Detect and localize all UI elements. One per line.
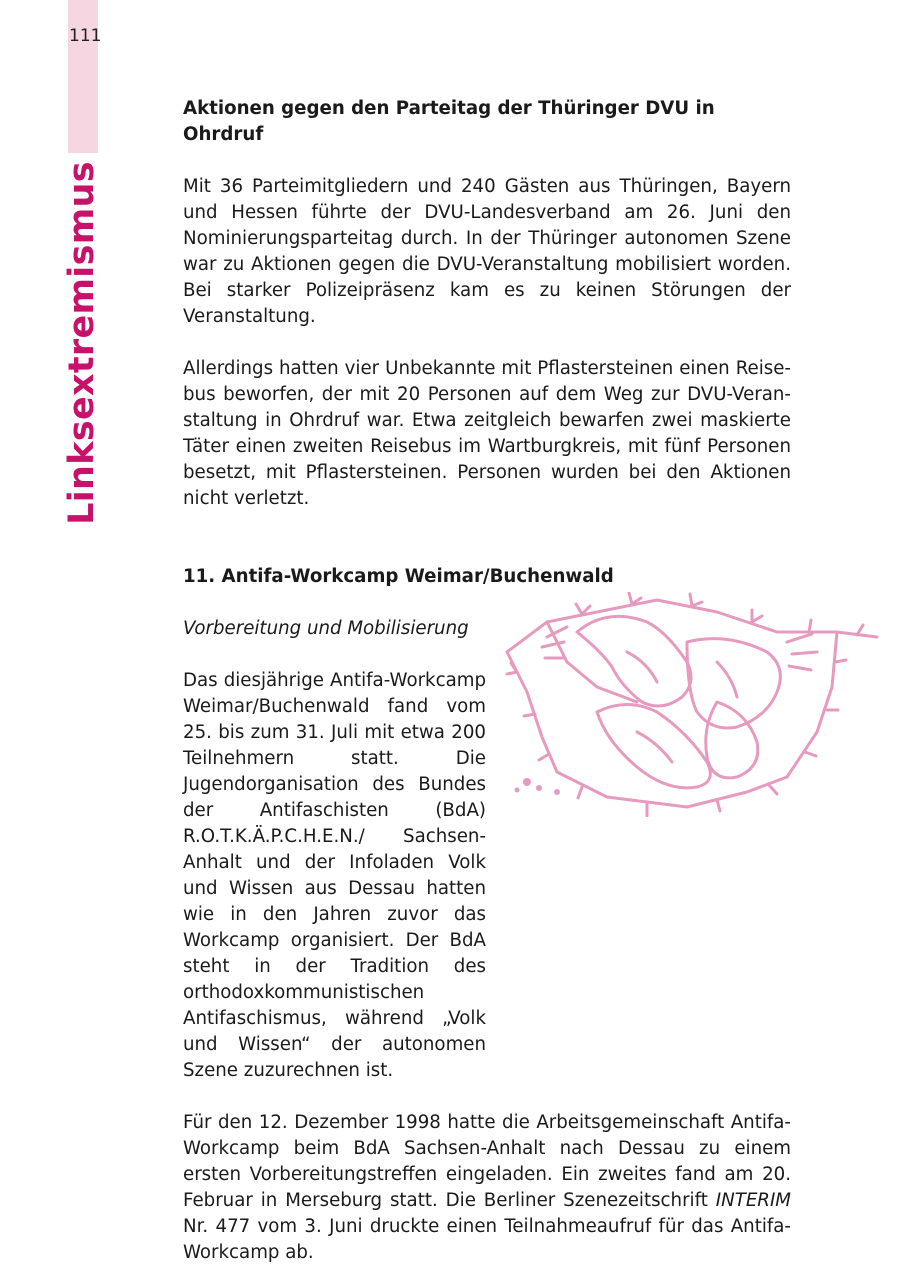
- interim-title: INTERIM: [715, 1190, 791, 1211]
- sidebar-band: [68, 0, 98, 153]
- article1-paragraph1: Mit 36 Parteimitgliedern und 240 Gästen aus Thüringen, Bayern und Hessen führte der DVU-Landesverband am 26. Juni den Nominierungsparteitag durch. In der Thüringer autonomen Szene war zu Aktionen gegen die DVU-Veranstaltung mobilisiert worden. Bei starker Polizeipräsenz kam es zu keinen Störungen der Veranstaltung.: [183, 176, 791, 327]
- article2-subheading: Vorbereitung und Mobilisierung: [183, 618, 469, 639]
- article2-heading: 11. Antifa-Workcamp Weimar/Buchenwald: [183, 566, 614, 587]
- section-label: Linksextremismus: [62, 161, 102, 525]
- barbed-wire-hands-illustration-icon: [487, 592, 882, 817]
- article1-paragraph2: Allerdings hatten vier Unbekannte mit Pflastersteinen einen Reisebus beworfen, der mit 20 Personen auf dem Weg zur DVU-Veranstaltung in Ohrdruf war. Etwa zeitgleich bewarfen zwei maskierte Täter einen zweiten Reisebus im Wartburgkreis, mit fünf Personen besetzt, mit Pflastersteinen. Personen wurden bei den Aktionen nicht verletzt.: [183, 358, 791, 509]
- article2-paragraph2: [183, 1110, 791, 1266]
- page-number: 111: [69, 26, 102, 46]
- article2-paragraph2-part2: Nr. 477 vom 3. Juni druckte einen Teilnahmeaufruf für das Antifa-Workcamp ab.: [183, 1216, 791, 1263]
- article1-heading: Aktionen gegen den Parteitag der Thüringer DVU in Ohrdruf: [183, 98, 715, 145]
- article2-paragraph1: Das diesjährige Antifa-Workcamp Weimar/Buchenwald fand vom 25. bis zum 31. Juli mit etwa 200 Teilnehmern statt. Die Jugendorganisation des Bundes der Antifaschisten (BdA) R.O.T.K.Ä.P.C.H.E.N./ Sachsen-Anhalt und der Infoladen Volk und Wissen aus Dessau hatten wie in den Jahren zuvor das Workcamp organisiert. Der BdA steht in der Tradition des orthodoxkommunistischen Antifaschismus, während „Volk und Wissen“ der autonomen Szene zuzurechnen ist.: [183, 670, 486, 1081]
- article2-paragraph2-part1: Für den 12. Dezember 1998 hatte die Arbeitsgemeinschaft Antifa-Workcamp beim BdA Sachsen-Anhalt nach Dessau zu einem ersten Vorbereitungstreffen eingeladen. Ein zweites fand am 20. Februar in Merseburg statt. Die Berliner Szenezeitschrift: [183, 1112, 791, 1211]
